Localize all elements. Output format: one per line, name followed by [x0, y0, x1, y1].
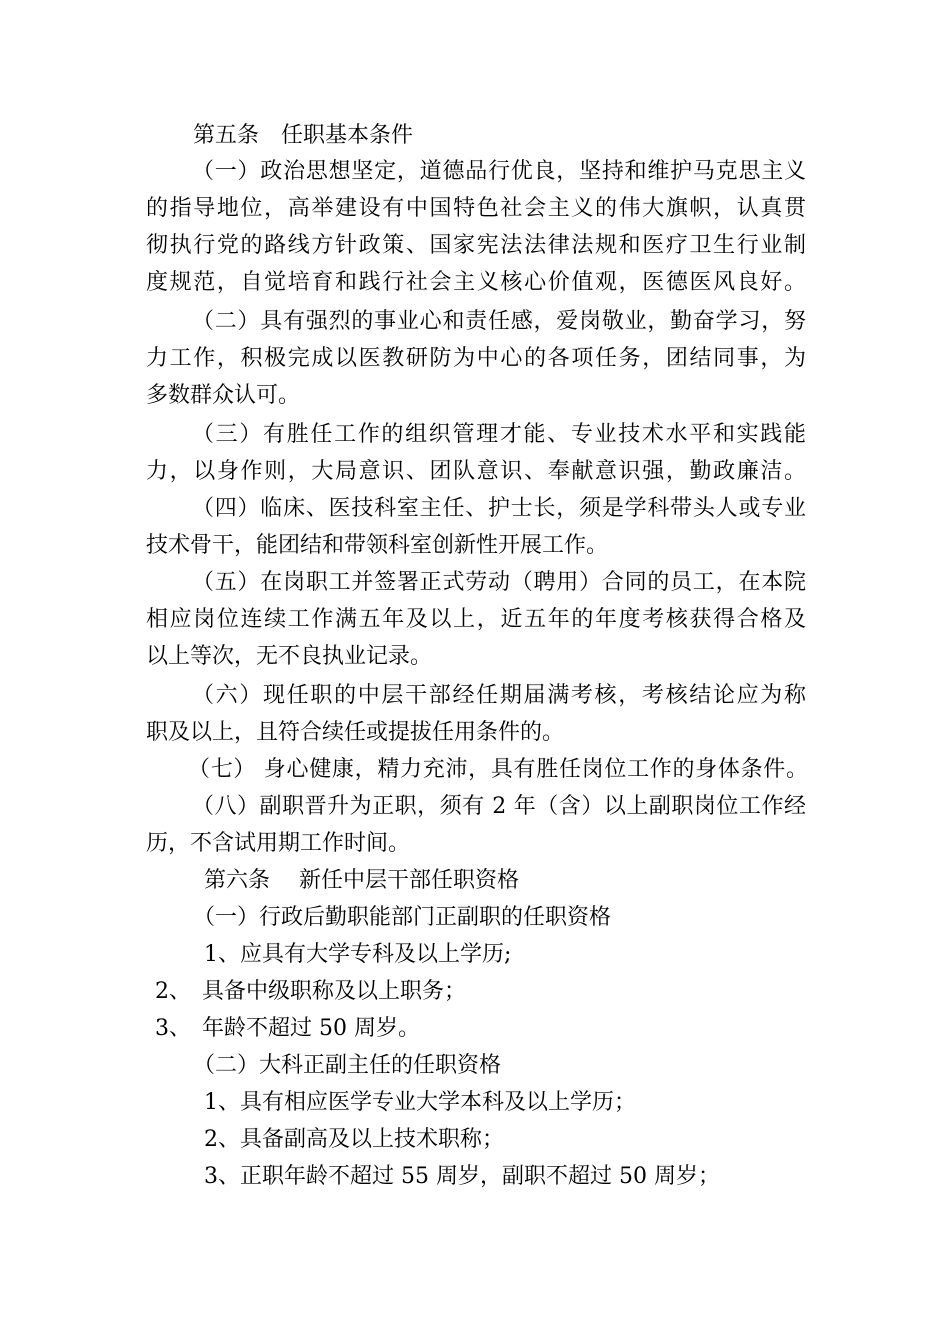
article-5-heading: 第五条 任职基本条件	[193, 123, 414, 148]
section-2-item-1: 1、具有相应医学专业大学本科及以上学历；	[204, 1090, 636, 1115]
article-5-item-3-line-2: 力，以身作则，大局意识、团队意识、奉献意识强，勤政廉洁。	[146, 459, 806, 484]
section-2-item-3: 3、正职年龄不超过 55 周岁，副职不超过 50 周岁；	[204, 1164, 720, 1189]
section-1-item-3: 3、 年龄不超过 50 周岁。	[155, 1016, 420, 1041]
article-5-item-8-line-1: （八）副职晋升为正职，须有 2 年（含）以上副职岗位工作经	[192, 794, 806, 819]
section-2-item-2: 2、具备副高及以上技术职称；	[204, 1127, 504, 1152]
section-1-title: （一）行政后勤职能部门正副职的任职资格	[193, 905, 612, 930]
article-5-item-2-line-3: 多数群众认可。	[146, 383, 301, 408]
section-1-item-2: 2、 具备中级职称及以上职务；	[155, 979, 466, 1004]
article-5-item-2-line-1: （二）具有强烈的事业心和责任感，爱岗敬业，勤奋学习，努	[192, 309, 806, 334]
article-5-item-1-line-4: 度规范，自觉培育和践行社会主义核心价值观，医德医风良好。	[146, 270, 806, 295]
article-5-item-4-line-2: 技术骨干，能团结和带领科室创新性开展工作。	[146, 533, 609, 558]
article-5-item-5-line-1: （五）在岗职工并签署正式劳动（聘用）合同的员工，在本院	[192, 570, 806, 595]
article-5-item-1-line-3: 彻执行党的路线方针政策、国家宪法法律法规和医疗卫生行业制	[146, 233, 806, 258]
article-5-item-6-line-2: 职及以上，且符合续任或提拔任用条件的。	[146, 720, 565, 745]
article-5-item-2-line-2: 力工作，积极完成以医教研防为中心的各项任务，团结同事，为	[146, 346, 806, 371]
article-6-heading: 第六条 新任中层干部任职资格	[204, 868, 519, 893]
article-5-item-3-line-1: （三）有胜任工作的组织管理才能、专业技术水平和实践能	[192, 422, 806, 447]
article-5-item-4-line-1: （四）临床、医技科室主任、护士长，须是学科带头人或专业	[192, 496, 806, 521]
article-5-item-6-line-1: （六）现任职的中层干部经任期届满考核，考核结论应为称	[192, 683, 806, 708]
article-5-item-7-line-1: （七） 身心健康，精力充沛，具有胜任岗位工作的身体条件。	[188, 757, 808, 782]
article-5-item-8-line-2: 历，不含试用期工作时间。	[146, 831, 411, 856]
section-2-title: （二）大科正副主任的任职资格	[193, 1053, 502, 1078]
section-1-item-1: 1、应具有大学专科及以上学历;	[204, 942, 512, 967]
article-5-item-5-line-3: 以上等次，无不良执业记录。	[146, 644, 433, 669]
article-5-item-5-line-2: 相应岗位连续工作满五年及以上，近五年的年度考核获得合格及	[146, 607, 806, 632]
article-5-item-1-line-2: 的指导地位，高举建设有中国特色社会主义的伟大旗帜，认真贯	[146, 196, 806, 221]
article-5-item-1-line-1: （一）政治思想坚定，道德品行优良，坚持和维护马克思主义	[192, 159, 806, 184]
